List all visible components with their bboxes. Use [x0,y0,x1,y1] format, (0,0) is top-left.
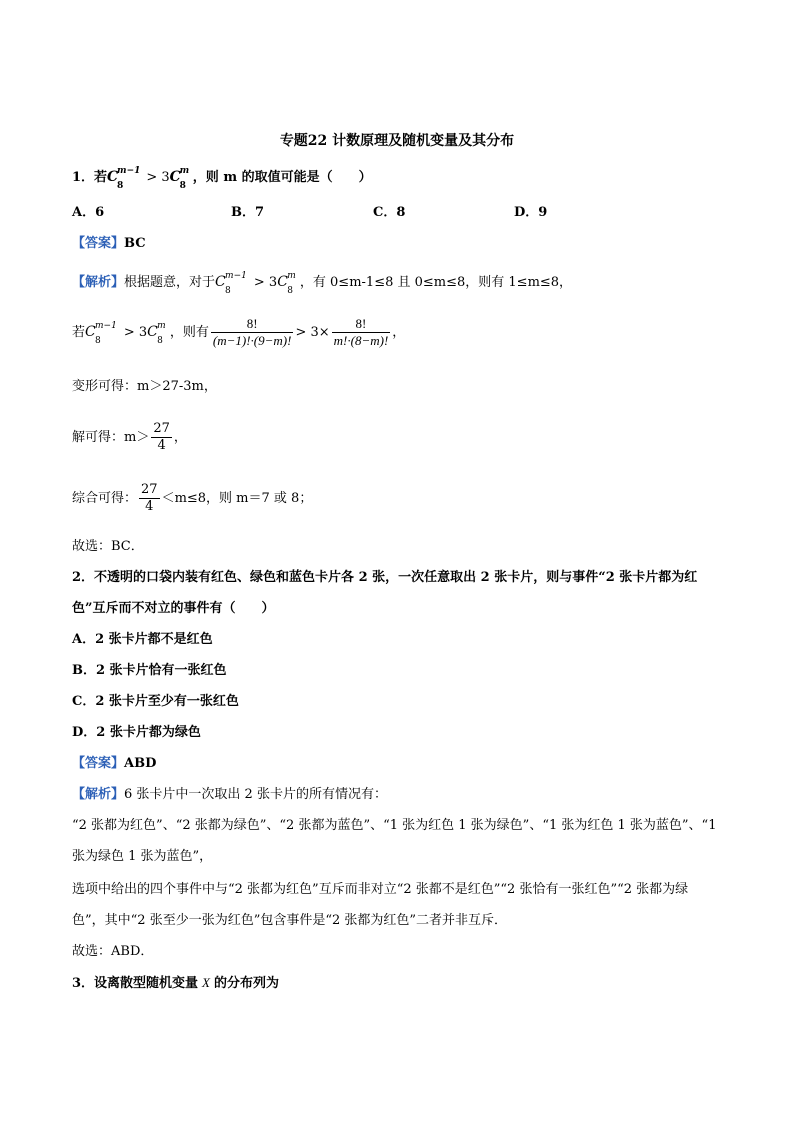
q1-analysis-line1: 【解析】根据题意，对于C m−1 8 > 3C m 8 ，有 0≤m-1≤8 且 0≤m≤8，则有 1≤m≤8， [72,271,573,296]
page-title: 专题22 计数原理及随机变量及其分布 [279,133,515,149]
q2-option-b: B．2 张卡片恰有一张红色 [72,663,227,678]
q1-analysis-line2: 若C m−1 8 > 3C m 8 ，则有 $\frac{8!}{(m-1)!\cdot(9-m)!}$ > 3× $\frac{8!}{m!\cdot(8-m)!}$ ， [72,314,722,351]
q1-answer [72,234,722,254]
fraction-4: $\frac{27}{4}$ [141,482,158,514]
variable-x: X [202,975,210,990]
analysis-tag: 【解析】 [72,275,125,290]
q2-analysis-line5: 色”，其中“2 张至少一张为红色”包含事件是“2 张都为红色”二者并非互斥． [72,913,508,928]
combination-expr: C m 8 [147,321,166,346]
question-3-stem: 3．设离散型随机变量 X 的分布列为 [72,975,280,991]
q2-analysis-line2: “2 张都为红色”、“2 张都为绿色”、“2 张都为蓝色”、“1 张为红色 1 张为绿色”、“1 张为红色 1 张为蓝色”、“1 [72,818,717,833]
question-2-stem-line2: 色”互斥而不对立的事件有（ ） [72,601,275,616]
q1-conclusion: 故选：BC． [72,539,144,554]
q1-analysis-line4: 解可得：m＞ $\frac{27}{4}$ ， [72,421,187,453]
combination-expr: C m−1 8 [85,321,117,346]
question-2-stem-line1: 2．不透明的口袋内装有红色、绿色和蓝色卡片各 2 张，一次任意取出 2 张卡片，则与事件“2 张卡片都为红 [72,570,698,585]
q2-analysis-line1: 【解析】6 张卡片中一次取出 2 张卡片的所有情况有： [72,787,387,802]
answer-value: BC [124,236,146,251]
fraction-2: $\frac{8!}{m!\cdot(8-m)!}$ [333,316,389,348]
analysis-tag: 【解析】 [72,787,125,802]
q2-analysis-line3: 张为绿色 1 张为蓝色”， [72,849,213,864]
combination-expr: C m−1 8 [215,271,247,296]
fraction-3: $\frac{27}{4}$ [153,421,170,453]
q1-option-d: D．9 [514,205,548,220]
q1-analysis-line3: 变形可得：m＞27-3m， [72,379,217,394]
q1-option-a: A．6 [72,205,105,220]
q2-option-c: C．2 张卡片至少有一张红色 [72,694,239,709]
q1-option-c: C．8 [373,205,406,220]
q1-option-b: B．7 [231,205,265,220]
combination-expr: C m−1 8 [107,166,141,191]
answer-value: ABD [124,756,157,771]
combination-expr: C m 8 [169,166,190,191]
q2-analysis-line4: 选项中给出的四个事件中与“2 张都为红色”互斥而非对立“2 张都不是红色”“2 张恰有一张红色”“2 张都为绿 [72,882,689,897]
q1-analysis-line5: 综合可得： $\frac{27}{4}$ ＜m≤8，则 m＝7 或 8； [72,482,313,514]
q1-suffix: ，则 m 的取值可能是（ ） [192,170,372,185]
answer-tag: 【答案】 [72,756,125,771]
q2-answer [72,754,722,774]
answer-tag: 【答案】 [72,236,125,251]
q2-option-a: A．2 张卡片都不是红色 [72,632,213,647]
fraction-1: $\frac{8!}{(m-1)!\cdot(9-m)!}$ [212,316,292,348]
q2-conclusion: 故选：ABD． [72,944,154,959]
q2-option-d: D．2 张卡片都为绿色 [72,725,201,740]
q1-prefix: 1．若 [72,170,108,185]
combination-expr: C m 8 [277,271,296,296]
question-1-stem: 1．若C m−1 8 > 3C m 8 ，则 m 的取值可能是（ ） [72,166,372,191]
